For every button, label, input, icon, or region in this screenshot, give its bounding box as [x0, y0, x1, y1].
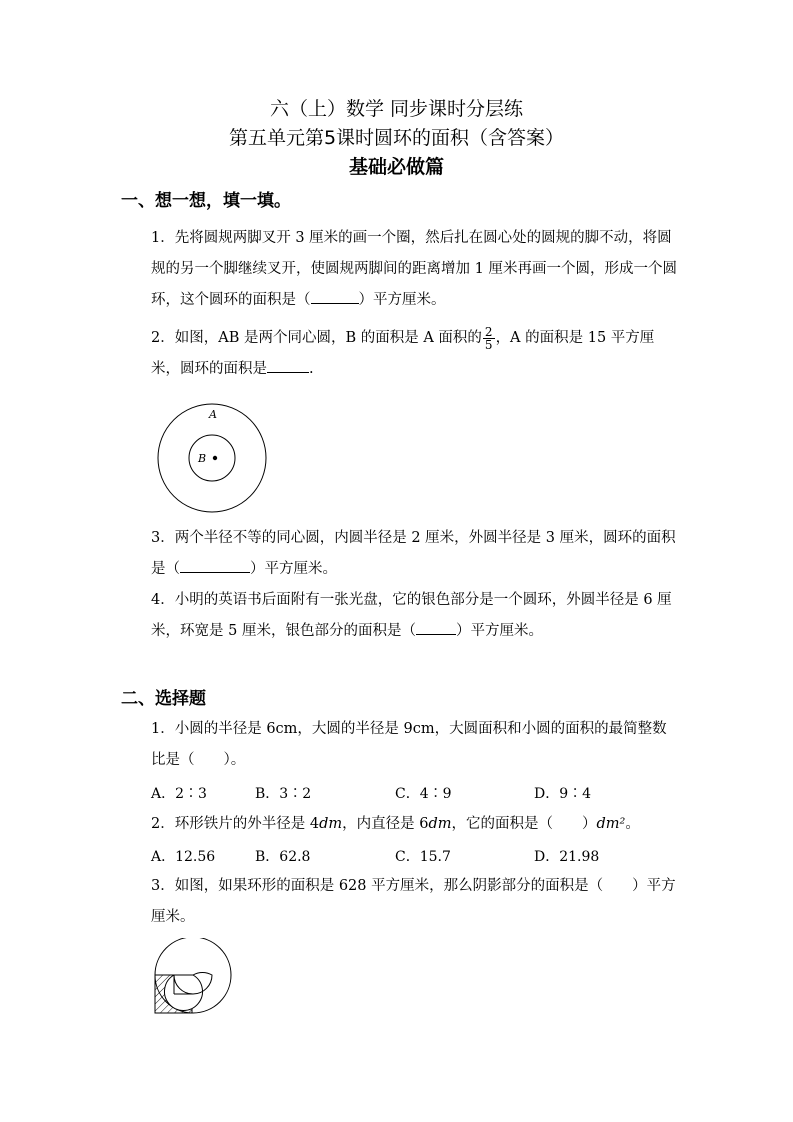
s2-q1-option-c[interactable]: C．4∶9 [395, 786, 452, 802]
s1-question-3 [121, 523, 677, 585]
s1-q3-after: ）平方厘米。 [250, 561, 337, 577]
s2-q1-text: 1．小圆的半径是 6cm，大圆的半径是 9cm，大圆面积和小圆的面积的最简整数比是（ ）。 [151, 721, 667, 768]
label-b: B [198, 452, 207, 465]
ring-square-figure [150, 938, 236, 1018]
s2-q2-before: 2．环形铁片的外半径是 4 [151, 816, 320, 832]
section1-heading: 一、想一想，填一填。 [121, 191, 291, 211]
s1-q3-text: 3．两个半径不等的同心圆，内圆半径是 2 厘米，外圆半径是 3 厘米，圆环的面积是（ [151, 530, 676, 577]
s2-q2-end: 。 [625, 816, 640, 832]
s2-q2-after: ，它的面积是（ ） [451, 816, 597, 832]
s1-q2-blank[interactable] [267, 357, 309, 373]
s2-q2-option-d[interactable]: D．21.98 [534, 849, 600, 865]
s1-q1-blank[interactable] [311, 288, 359, 304]
title-line-3: 基础必做篇 [348, 156, 444, 178]
concentric-circles-figure [155, 402, 270, 514]
s2-question-3 [121, 871, 677, 933]
title-line-2: 第五单元第5课时圆环的面积（含答案） [228, 127, 565, 149]
center-dot [213, 456, 217, 460]
s2-q2-middle: ，内直径是 6 [342, 816, 429, 832]
section2-heading: 二、选择题 [121, 689, 206, 709]
s1-q2-middle: ，A 的面积是 15 平方厘米，圆环的面积是 [151, 330, 655, 377]
s1-q1-text: 1．先将圆规两脚叉开 3 厘米的画一个圈，然后扎在圆心处的圆规的脚不动，将圆规的另一个脚继续叉开，使圆规两脚间的距离增加 1 厘米再画一个圆，形成一个圆环，这个圆环的面积是（ [151, 230, 677, 308]
inner-circle-b [189, 435, 235, 481]
s2-q2-option-c[interactable]: C．15.7 [395, 849, 451, 865]
s1-q1-after: ）平方厘米。 [358, 292, 446, 308]
s1-q4-text: 4．小明的英语书后面附有一张光盘，它的银色部分是一个圆环，外圆半径是 6 厘米，环宽是 5 厘米，银色部分的面积是（ [151, 592, 672, 639]
fraction [483, 326, 495, 351]
s1-q3-blank[interactable] [180, 557, 250, 573]
s2-q1-option-d[interactable]: D．9∶4 [534, 786, 592, 802]
title-line-1: 六（上）数学 同步课时分层练 [269, 98, 524, 120]
s2-q2-unit2: dm [428, 816, 452, 832]
title-block [0, 95, 793, 182]
s2-q2-unit3: dm² [596, 816, 626, 832]
fraction-numerator: 2 [484, 324, 493, 339]
label-a: A [209, 408, 217, 421]
s1-question-1 [121, 223, 677, 316]
s1-q2-end: . [309, 361, 314, 377]
s1-q2-before: 2．如图，AB 是两个同心圆，B 的面积是 A 面积的 [151, 330, 482, 346]
s2-q2-unit1: dm [319, 816, 343, 832]
s2-question-2 [121, 809, 677, 840]
s1-q4-after: ）平方厘米。 [455, 623, 543, 639]
s2-q1-option-a[interactable]: A．2∶3 [151, 786, 207, 802]
fraction-denominator: 5 [484, 337, 493, 352]
s1-q4-blank[interactable] [416, 619, 456, 635]
s2-q2-option-b[interactable]: B．62.8 [255, 849, 311, 865]
inner-ring-circle-upper [165, 975, 203, 1010]
s2-question-1 [121, 714, 677, 776]
s2-q2-option-a[interactable]: A．12.56 [151, 849, 216, 865]
s1-question-4 [121, 585, 677, 647]
s2-q3-text: 3．如图，如果环形的面积是 628 平方厘米，那么阴影部分的面积是（ ）平方厘米。 [151, 878, 676, 925]
s1-question-2 [121, 323, 677, 385]
s2-q1-option-b[interactable]: B．3∶2 [255, 786, 312, 802]
